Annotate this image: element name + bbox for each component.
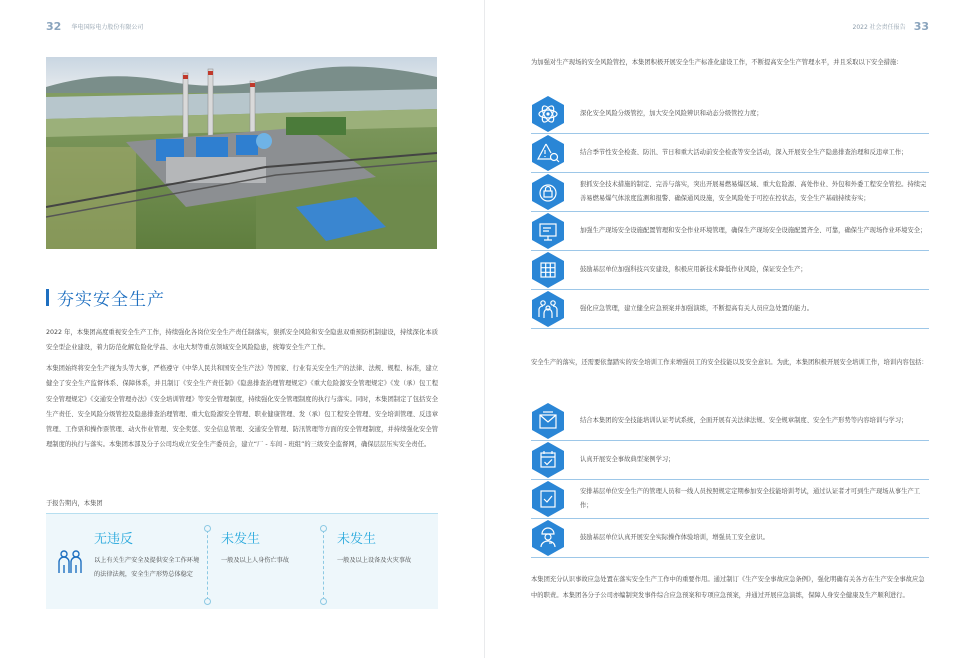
- training-text: 认真开展安全事故典型案例学习；: [580, 456, 675, 463]
- section-title-text: 夯实安全生产: [57, 290, 165, 310]
- left-header: [46, 20, 143, 33]
- stat-no-casualty: [204, 514, 320, 609]
- stat-desc: 一般及以上设备及火灾事故: [337, 557, 412, 564]
- power-plant-photo: [46, 57, 437, 249]
- lock-shield-icon: [531, 173, 565, 211]
- measure-item: [531, 173, 929, 212]
- measure-text: 狠抓安全技术措施的制定、完善与落实，突出开展易燃易爆区域、重大危险源、高处作业、外包和外委工程安全管控。持续完善易燃易爆气体浓度监测和报警、确保通风设施，安全风险处于可控在控状态，安全生产基础持续夯实；: [580, 181, 927, 202]
- closing-paragraph: 本集团充分认识事故应急处置在落实安全生产工作中的重要作用。通过制订《生产安全事故应急条例》，强化明确有关各方在生产安全事故应急中的职责。本集团各分子公司亦编制突发事件综合应急预案和专项应急预案，并通过开展应急演练，保障人身安全健康及生产顺利进行。: [531, 576, 925, 599]
- training-item: [531, 480, 929, 519]
- measure-item: [531, 290, 929, 329]
- mail-book-icon: [531, 402, 565, 440]
- report-name: 2022 社会责任报告: [852, 24, 906, 31]
- training-intro: 安全生产的落实，还需要依靠踏实的安全培训工作来增强员工的安全技能以及安全意识。为此，本集团积极开展安全培训工作，培训内容包括：: [531, 359, 928, 366]
- dashed-divider: [207, 530, 208, 600]
- company-name: 华电国际电力股份有限公司: [71, 24, 144, 31]
- right-page-number: 33: [913, 20, 929, 33]
- atom-icon: [531, 95, 565, 133]
- right-header: [853, 20, 930, 33]
- measure-text: 强化应急管理，建立健全应急预案并加强演练，不断提高有关人员应急处置的能力。: [580, 305, 813, 312]
- measure-item: [531, 95, 929, 134]
- measure-item: [531, 134, 929, 173]
- certificate-check-icon: [531, 480, 565, 518]
- measure-text: 结合季节性安全检查、防汛、节日和重大活动前安全检查等安全活动，深入开展安全生产隐患排查治理和反违章工作；: [580, 149, 908, 156]
- training-text: 结合本集团的安全技能培训认证考试系统，全面开展有关法律法规、安全规章制度、安全生产形势等内容培训与学习；: [580, 417, 908, 424]
- section-title: [46, 285, 165, 310]
- training-list: [531, 402, 929, 558]
- period-label: 于报告期内，本集团: [46, 500, 103, 507]
- stat-desc: 一般及以上人身伤亡事故: [221, 557, 290, 564]
- stat-no-fire: [320, 514, 438, 609]
- system-paragraph: 本集团始终将安全生产视为头等大事，严格遵守《中华人民共和国安全生产法》等国家、行业有关安全生产的法律、法规、规程、标准，建立健全了安全生产监督体系、保障体系，并且制订《安全生产责任制》《隐患排查治理管理规定》《重大危险源安全管理规定》《发（承）包工程安全管理规定》《交通安全管理办法》《安全培训管理》等安全管理制度，持续强化安全管理制度的执行与落实。同时，本集团制定了包括安全生产责任、安全风险分级管控及隐患排查治理管理、重大危险源安全管理、职业健康管理、发（承）包工程安全管理、安全培训管理、反违章管理、工作票和操作票管理、动火作业管理、安全奖惩、安全信息管理、交通安全管理、防汛管理等方面的安全管理制度，并持续强化安全管理制度的执行与落实。本集团本部及分子公司均成立安全生产委员会，建立“厂 - 车间 - 班组”的三级安全监督网，确保层层压实安全责任。: [46, 365, 438, 449]
- intro-paragraph: 2022 年，本集团高度重视安全生产工作，持续强化各岗位安全生产责任制落实，狠抓安全风险和安全隐患双重预防机制建设，持续深化本质安全型企业建设，着力防范化解危险化学品、水电大坝等重点领域安全风险隐患，统筹安全生产工作。: [46, 329, 438, 352]
- training-text: 鼓励基层单位认真开展安全实际操作体验培训，增强员工安全意识。: [580, 534, 769, 541]
- stat-title: 未发生: [221, 532, 261, 547]
- measures-list: [531, 95, 929, 329]
- left-page-number: 32: [46, 20, 62, 33]
- stat-title: 无违反: [94, 532, 134, 547]
- measure-text: 加强生产现场安全设施配置管理和安全作业环境管理，确保生产现场安全设施配置齐全、可靠，确保生产现场作业环境安全；: [580, 227, 927, 234]
- training-item: [531, 441, 929, 480]
- training-item: [531, 519, 929, 558]
- training-item: [531, 402, 929, 441]
- grid-chip-icon: [531, 251, 565, 289]
- worker-icon: [531, 519, 565, 557]
- title-accent-bar: [46, 289, 49, 306]
- power-plant-illustration: [46, 57, 437, 249]
- stat-title: 未发生: [337, 532, 377, 547]
- monitor-screen-icon: [531, 212, 565, 250]
- stat-desc: 以上有关生产安全及提供安全工作环境的法律法规，安全生产形势总体稳定: [94, 557, 200, 578]
- right-page: [485, 0, 969, 658]
- calendar-check-icon: [531, 441, 565, 479]
- measure-item: [531, 212, 929, 251]
- stats-panel: [46, 513, 438, 609]
- training-text: 安排基层单位安全生产的管理人员和一线人员按照规定定期参加安全技能培训考试，通过认证者才可到生产现场从事生产工作；: [580, 488, 921, 509]
- measure-item: [531, 251, 929, 290]
- measure-text: 深化安全风险分级管控，加大安全风险辨识和动态分级管控力度；: [580, 110, 763, 117]
- left-page: [0, 0, 484, 658]
- stat-no-violation: [94, 514, 204, 609]
- dashed-divider: [323, 530, 324, 600]
- measure-text: 鼓励基层单位加强科技兴安建设，积极应用新技术降低作业风险，保证安全生产；: [580, 266, 807, 273]
- people-icon: [46, 514, 94, 609]
- team-people-icon: [531, 290, 565, 328]
- measures-intro: 为加强对生产现场的安全风险管控，本集团积极开展安全生产标准化建设工作，不断提高安全生产管理水平，并且采取以下安全措施：: [531, 59, 903, 66]
- warning-search-icon: [531, 134, 565, 172]
